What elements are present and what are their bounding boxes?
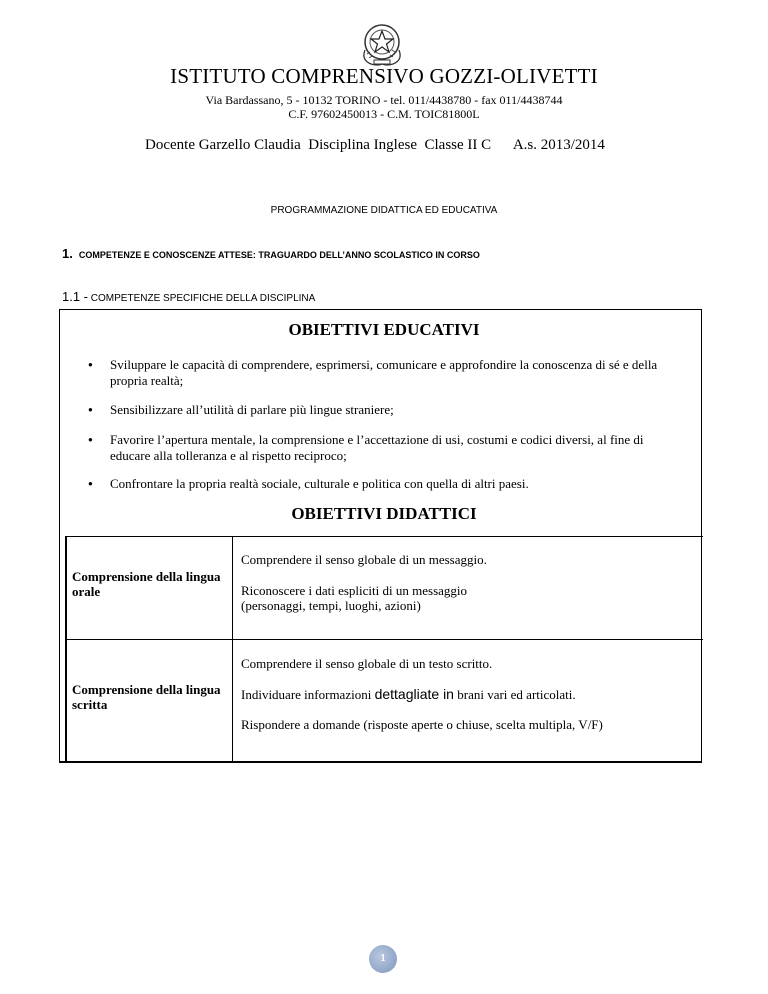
list-item: Favorire l’apertura mentale, la comprensione e l’accettazione di usi, costumi e codici diversi, al fine di educare alla tolleranza e al rispetto reciproco;: [110, 432, 644, 463]
didactic-objectives-title: OBIETTIVI DIDATTICI: [291, 504, 477, 523]
table-divider: [232, 536, 233, 762]
text-run: dettagliate in: [374, 686, 454, 702]
republic-emblem-icon: [357, 20, 407, 68]
list-item: Sviluppare le capacità di comprendere, esprimersi, comunicare e approfondire la conoscenza di sé e della propria realtà;: [110, 357, 658, 388]
text-run: brani vari ed articolati.: [453, 687, 576, 702]
bullet-icon: ●: [88, 405, 93, 414]
bullet-icon: ●: [88, 360, 93, 369]
table-cell-line: (personaggi, tempi, luoghi, azioni): [241, 598, 421, 613]
bullet-icon: ●: [88, 435, 93, 444]
school-codes: C.F. 97602450013 - C.M. TOIC81800L: [288, 107, 480, 121]
table-cell-line: Comprendere il senso globale di un messaggio.: [241, 552, 487, 567]
table-cell-line: Rispondere a domande (risposte aperte o chiuse, scelta multipla, V/F): [241, 717, 603, 732]
table-row-label: Comprensione della lingua orale: [72, 569, 221, 599]
section-heading-1: [62, 246, 480, 261]
section-heading-1-1: [62, 289, 315, 304]
page-number-badge: 1: [369, 945, 397, 973]
text-run: Individuare informazioni: [241, 687, 375, 702]
educational-objectives-title: OBIETTIVI EDUCATIVI: [288, 320, 480, 339]
document-title: PROGRAMMAZIONE DIDATTICA ED EDUCATIVA: [270, 205, 498, 216]
school-address: Via Bardassano, 5 - 10132 TORINO - tel. 011/4438780 - fax 011/4438744: [205, 93, 563, 107]
school-name: ISTITUTO COMPRENSIVO GOZZI-OLIVETTI: [170, 64, 598, 88]
bullet-icon: ●: [88, 479, 93, 488]
section-title: COMPETENZE E CONOSCENZE ATTESE: TRAGUARDO DELL’ANNO SCOLASTICO IN CORSO: [78, 250, 480, 260]
table-cell-line: Riconoscere i dati espliciti di un messaggio: [241, 583, 468, 598]
table-cell-line: [241, 686, 691, 703]
list-item: Sensibilizzare all’utilità di parlare più lingue straniere;: [110, 402, 394, 417]
table-cell-line: Comprendere il senso globale di un testo scritto.: [241, 656, 493, 671]
section-number: 1.: [62, 246, 73, 261]
list-item: Confrontare la propria realtà sociale, culturale e politica con quella di altri paesi.: [110, 476, 529, 491]
table-divider: [65, 639, 703, 640]
section-title: COMPETENZE SPECIFICHE DELLA DISCIPLINA: [90, 293, 316, 304]
table-row-label: Comprensione della lingua scritta: [72, 682, 221, 712]
section-number: 1.1 -: [62, 289, 89, 304]
teacher-info: Docente Garzello Claudia Disciplina Inglese Classe II C A.s. 2013/2014: [145, 137, 605, 153]
